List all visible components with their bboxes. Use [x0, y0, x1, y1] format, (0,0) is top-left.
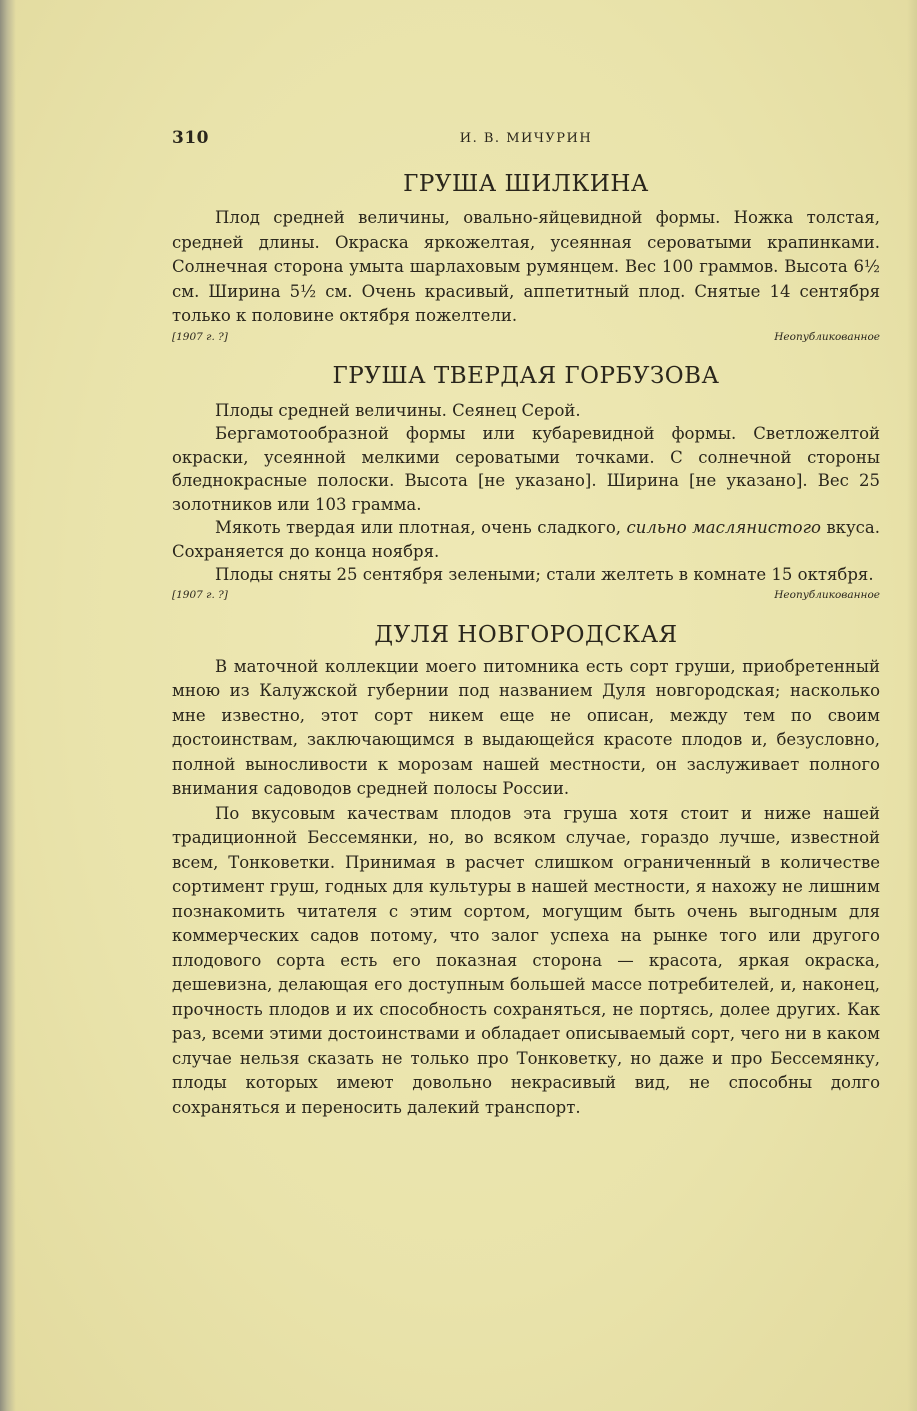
- paragraph: Плоды сняты 25 сентября зелеными; стали желтеть в комнате 15 октября.: [215, 565, 874, 584]
- emphasized-text: сильно маслянистого: [626, 518, 821, 537]
- section-footer: [172, 589, 880, 607]
- page-number: 310: [172, 128, 209, 148]
- running-header: [172, 128, 880, 152]
- section-title-shilkina: ГРУША ШИЛКИНА: [403, 171, 649, 197]
- date-note: [1907 г. ?]: [172, 588, 228, 601]
- publication-status: Неопубликованное: [774, 330, 880, 343]
- paragraph: [172, 516, 880, 563]
- paragraph: В маточной коллекции моего питомника есть сорт груши, приобретенный мною из Калужской губернии под названием Дуля новгородская; насколько мне известно, этот сорт никем еще не описан, между тем по своим достоинствам, заключающимся в выдающейся красоте плодов и, безусловно, полной выносливости к морозам нашей местности, он заслуживает полного внимания садоводов средней полосы России.: [172, 656, 880, 798]
- page-edge: [907, 0, 917, 1411]
- running-header-author: И. В. МИЧУРИН: [459, 131, 593, 146]
- section-footer: [172, 331, 880, 349]
- paragraph: Бергамотообразной формы или кубаревидной формы. Светложелтой окраски, усеянной мелкими сероватыми точками. С солнечной стороны бледнокрасные полоски. Высота [не указано]. Ширина [не указано]. Вес 25 золотников или 103 грамма.: [172, 424, 880, 514]
- page-binding-shadow: [0, 0, 16, 1411]
- page-content: [172, 168, 880, 1120]
- section-title-gorbuzova: ГРУША ТВЕРДАЯ ГОРБУЗОВА: [332, 362, 720, 389]
- paragraph-text: вкуса. Сохраняется до конца ноября.: [172, 518, 880, 561]
- section-title-dulya: ДУЛЯ НОВГОРОДСКАЯ: [374, 621, 678, 648]
- paragraph: По вкусовым качествам плодов эта груша хотя стоит и ниже нашей традиционной Бессемянки, но, во всяком случае, гораздо лучше, известной всем, Тонковетки. Принимая в расчет слишком ограниченный в количестве сортимент груш, годных для культуры в нашей местности, я нахожу не лишним познакомить читателя с этим сортом, могущим быть очень выгодным для коммерческих садов потому, что залог успеха на рынке того или другого плодового сорта есть его показная сторона — красота, яркая окраска, дешевизна, делающая его доступным большей массе потребителей, и, наконец, прочность плодов и их способность сохраняться, не портясь, долее других. Как раз, всеми этими достоинствами и обладает описываемый сорт, чего ни в каком случае нельзя сказать не только про Тонковетку, но даже и про Бессемянку, плоды которых имеют довольно некрасивый вид, не способны долго сохраняться и переносить далекий транспорт.: [172, 803, 880, 1117]
- paragraph-text: Мякоть твердая или плотная, очень сладкого,: [215, 518, 627, 537]
- publication-status: Неопубликованное: [774, 588, 880, 601]
- date-note: [1907 г. ?]: [172, 330, 228, 343]
- paragraph: Плоды средней величины. Сеянец Серой.: [215, 400, 581, 420]
- paragraph: Плод средней величины, овально-яйцевидной формы. Ножка толстая, средней длины. Окраска яркожелтая, усеянная сероватыми крапинками. Солнечная сторона умыта шарлаховым румянцем. Вес 100 граммов. Высота 6½ см. Ширина 5½ см. Очень красивый, аппетитный плод. Снятые 14 сентября только к половине октября пожелтели.: [172, 208, 880, 325]
